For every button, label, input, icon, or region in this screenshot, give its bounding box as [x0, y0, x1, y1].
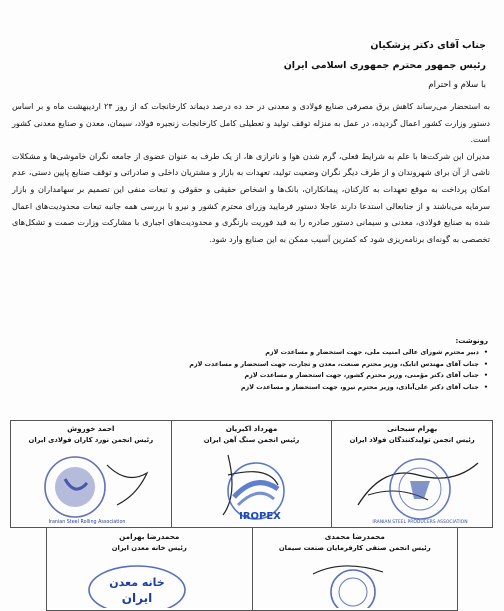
cc-list: [18, 347, 488, 393]
stamp-text: IRANIAN STEEL PRODUCERS ASSOCIATION: [372, 520, 468, 525]
cc-item: • جناب آقای مهندس اتابک، وزیر محترم صنعت، معدن و تجارت، جهت استحضار و مساعدت لازم: [18, 359, 488, 371]
signature-cell-akbarian: [171, 421, 332, 528]
stamp-text: IROPEX: [238, 511, 281, 522]
paragraph-1: به استحضار می‌رساند کاهش برق مصرفی صنایع فولادی و معدنی در حد ده درصد دیماند کارخانجات که از روز ۲۴ اردیبهشت ماه و بر اساس دستور وزارت کشور اعمال گردیده، در عمل به منزله توقف تولید و تعطیلی کامل کارخانجات زنجیره فولاد، سیمان، معدن و صنایع معدنی کشور است.: [12, 101, 490, 145]
paragraph-2: مدیران این شرکت‌ها با علم به شرایط فعلی، گرم شدن هوا و ناترازی ها، از یک طرف به عنوان عضوی از جامعه نگران خاموشی‌ها و مشکلات ناشی از آن برای شهروندان و از طرف دیگر نگران وضعیت تولید، تعهدات به بازار و مشتریان داخلی و صادراتی و توقف صنایع پایین دستی، عدم امکان پرداخت به موقع تعهدات به کارکنان، پیمانکاران، بانک‌ها و اشخاص حقیقی و حقوقی و تبعات منفی این تصمیم بر سهامداران و بازار سرمایه می‌باشند و از جنابعالی استدعا دارند عاجلا دستور فرمایید وزرای محترم کشور و نیرو با بررسی همه جانبه تبعات محدودیت‌های اعمال شده به صنایع فولادی، معدنی و سیمانی دستور صادره را به قید فوریت بازنگری و محدودیت‌های اجباری با مشارکت وزارت صمت و تشکل‌های تخصصی به گونه‌ای برنامه‌ریزی شود که کمترین آسیب ممکن به این صنایع وارد شود.: [12, 150, 490, 244]
stamp-text: خانه معدن: [109, 576, 165, 589]
signatory-title: رئیس انجمن نورد کاران فولادی ایران: [28, 436, 154, 444]
signature-table-row2: [46, 527, 458, 611]
cc-title: رونوشت:: [455, 337, 488, 345]
stamp-isra-icon: [17, 445, 167, 525]
signatory-title: رئیس خانه معدن ایران: [111, 544, 187, 552]
cc-item: • جناب آقای دکتر علی‌آبادی، وزیر محترم نیرو، جهت استحضار و مساعدت لازم: [18, 382, 488, 394]
addressee-name: جناب آقای دکتر پزشکیان: [370, 40, 486, 51]
addressee-title: رئیس جمهور محترم جمهوری اسلامی ایران: [283, 60, 486, 71]
cc-item: • دبیر محترم شورای عالی امنیت ملی، جهت استحضار و مساعدت لازم: [18, 347, 488, 359]
signatory-title: رئیس انجمن صنفی کارفرمایان صنعت سیمان: [278, 544, 431, 552]
signature-cell-mohammadi: [252, 528, 458, 611]
signatory-name: مهرداد اکبریان: [225, 424, 278, 433]
stamp-isp-icon: [338, 445, 488, 525]
signatory-title: رئیس انجمن سنگ آهن ایران: [203, 436, 300, 444]
signature-cell-bahraman: [47, 528, 253, 611]
stamp-iropex-icon: [178, 445, 328, 525]
cc-item: • جناب آقای دکتر مؤمنی، وزیر محترم کشور، جهت استحضار و مساعدت لازم: [18, 370, 488, 382]
stamp-text: Iranian Steel Rolling Association: [48, 520, 126, 525]
addressee-block: [16, 36, 486, 76]
signatory-name: محمدرضا محمدی: [324, 532, 385, 541]
greeting: با سلام و احترام: [428, 80, 486, 90]
signatory-name: بهرام سبحانی: [387, 424, 438, 433]
signature-table-row1: [10, 420, 493, 528]
signature-cell-sobhani: [332, 421, 493, 528]
letter-body: [12, 98, 490, 247]
signatory-name: احمد خوروش: [67, 424, 115, 433]
stamp-text: ایران: [121, 591, 153, 605]
signature-cell-khorroush: [11, 421, 172, 528]
signatory-title: رئیس انجمن تولیدکنندگان فولاد ایران: [349, 436, 475, 444]
signatory-name: محمدرضا بهرامن: [119, 532, 180, 541]
